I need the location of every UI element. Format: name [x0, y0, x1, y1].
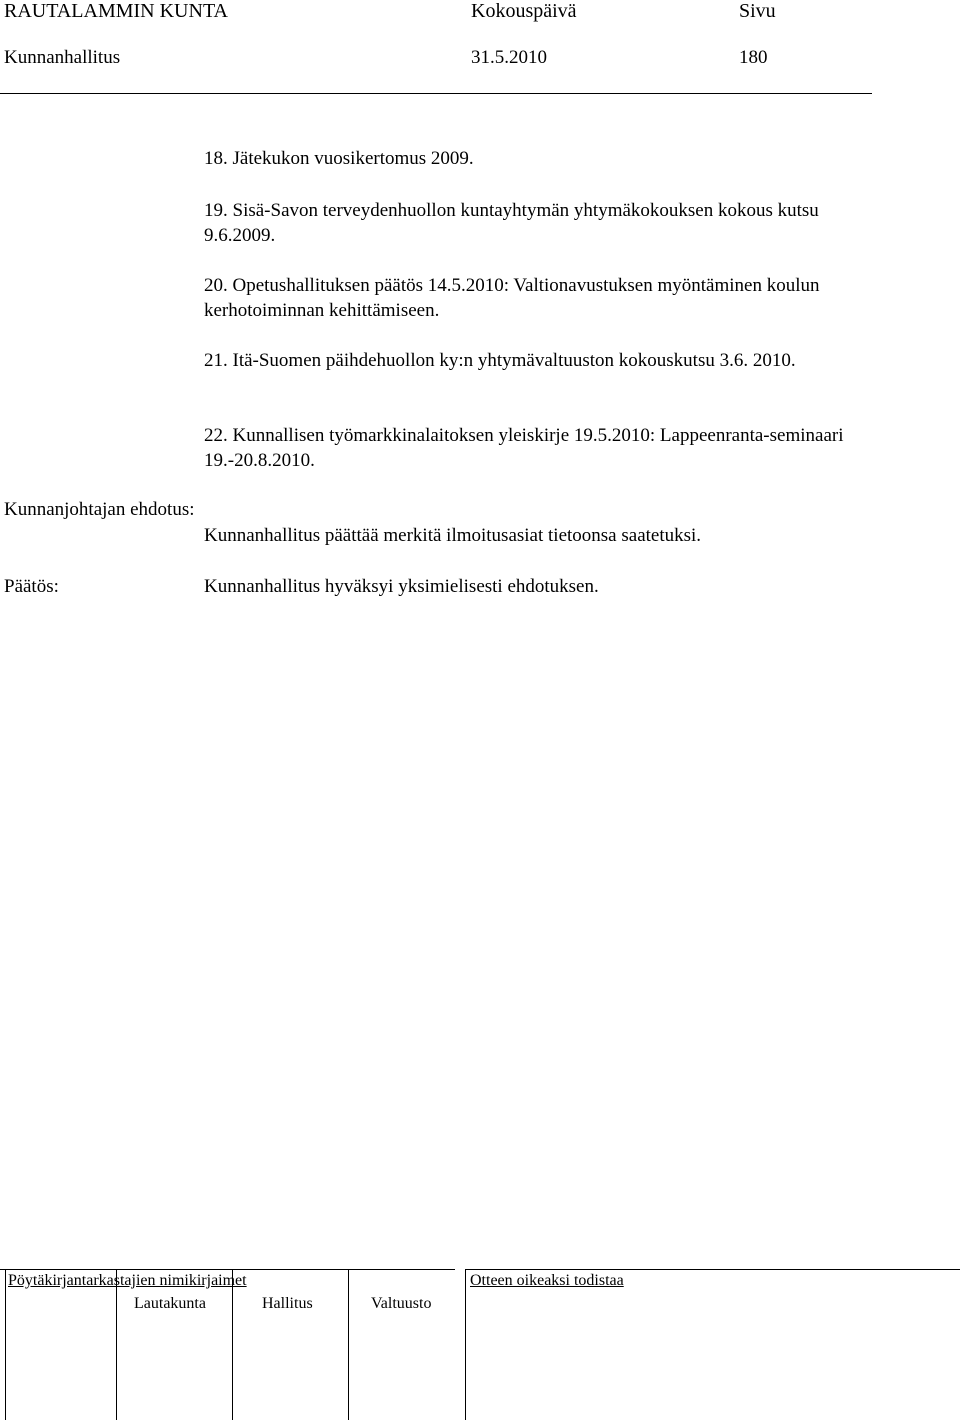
decision-label: Päätös:	[4, 576, 59, 597]
footer-column-hallitus: Hallitus	[262, 1295, 313, 1312]
list-item: 20. Opetushallituksen päätös 14.5.2010: Valtionavustuksen myöntäminen koulun kerhotoiminnan kehittämiseen.	[204, 275, 820, 321]
proposal-label: Kunnanjohtajan ehdotus:	[4, 499, 195, 520]
page-label: Sivu	[739, 0, 776, 22]
footer-divider-left	[0, 1269, 455, 1270]
footer-column-line	[232, 1270, 233, 1420]
body-name: Kunnanhallitus	[4, 47, 121, 68]
list-item: 19. Sisä-Savon terveydenhuollon kuntayhtymän yhtymäkokouksen kokous kutsu 9.6.2009.	[204, 200, 819, 246]
header-divider	[0, 93, 872, 94]
proposal-text: Kunnanhallitus päättää merkitä ilmoitusasiat tietoonsa saatetuksi.	[204, 525, 702, 546]
footer-column-line	[116, 1270, 117, 1420]
footer-column-lautakunta: Lautakunta	[134, 1295, 206, 1312]
list-item: 22. Kunnallisen työmarkkinalaitoksen yleiskirje 19.5.2010: Lappeenranta-seminaari 19.-20.8.2010.	[204, 425, 844, 471]
meeting-date: 31.5.2010	[471, 47, 547, 68]
meeting-date-label: Kokouspäivä	[471, 0, 577, 22]
municipality-name: RAUTALAMMIN KUNTA	[4, 0, 229, 22]
footer-divider-right	[465, 1269, 960, 1270]
footer-column-line	[348, 1270, 349, 1420]
footer-column-line	[5, 1270, 6, 1420]
certified-label: Otteen oikeaksi todistaa	[470, 1272, 624, 1289]
page-number: 180	[739, 47, 768, 68]
list-item: 18. Jätekukon vuosikertomus 2009.	[204, 148, 474, 169]
footer-column-line	[465, 1270, 466, 1420]
footer-column-valtuusto: Valtuusto	[371, 1295, 432, 1312]
list-item: 21. Itä-Suomen päihdehuollon ky:n yhtymävaltuuston kokouskutsu 3.6. 2010.	[204, 350, 796, 371]
signatures-label: Pöytäkirjantarkastajien nimikirjaimet	[8, 1272, 247, 1289]
decision-text: Kunnanhallitus hyväksyi yksimielisesti ehdotuksen.	[204, 576, 599, 597]
